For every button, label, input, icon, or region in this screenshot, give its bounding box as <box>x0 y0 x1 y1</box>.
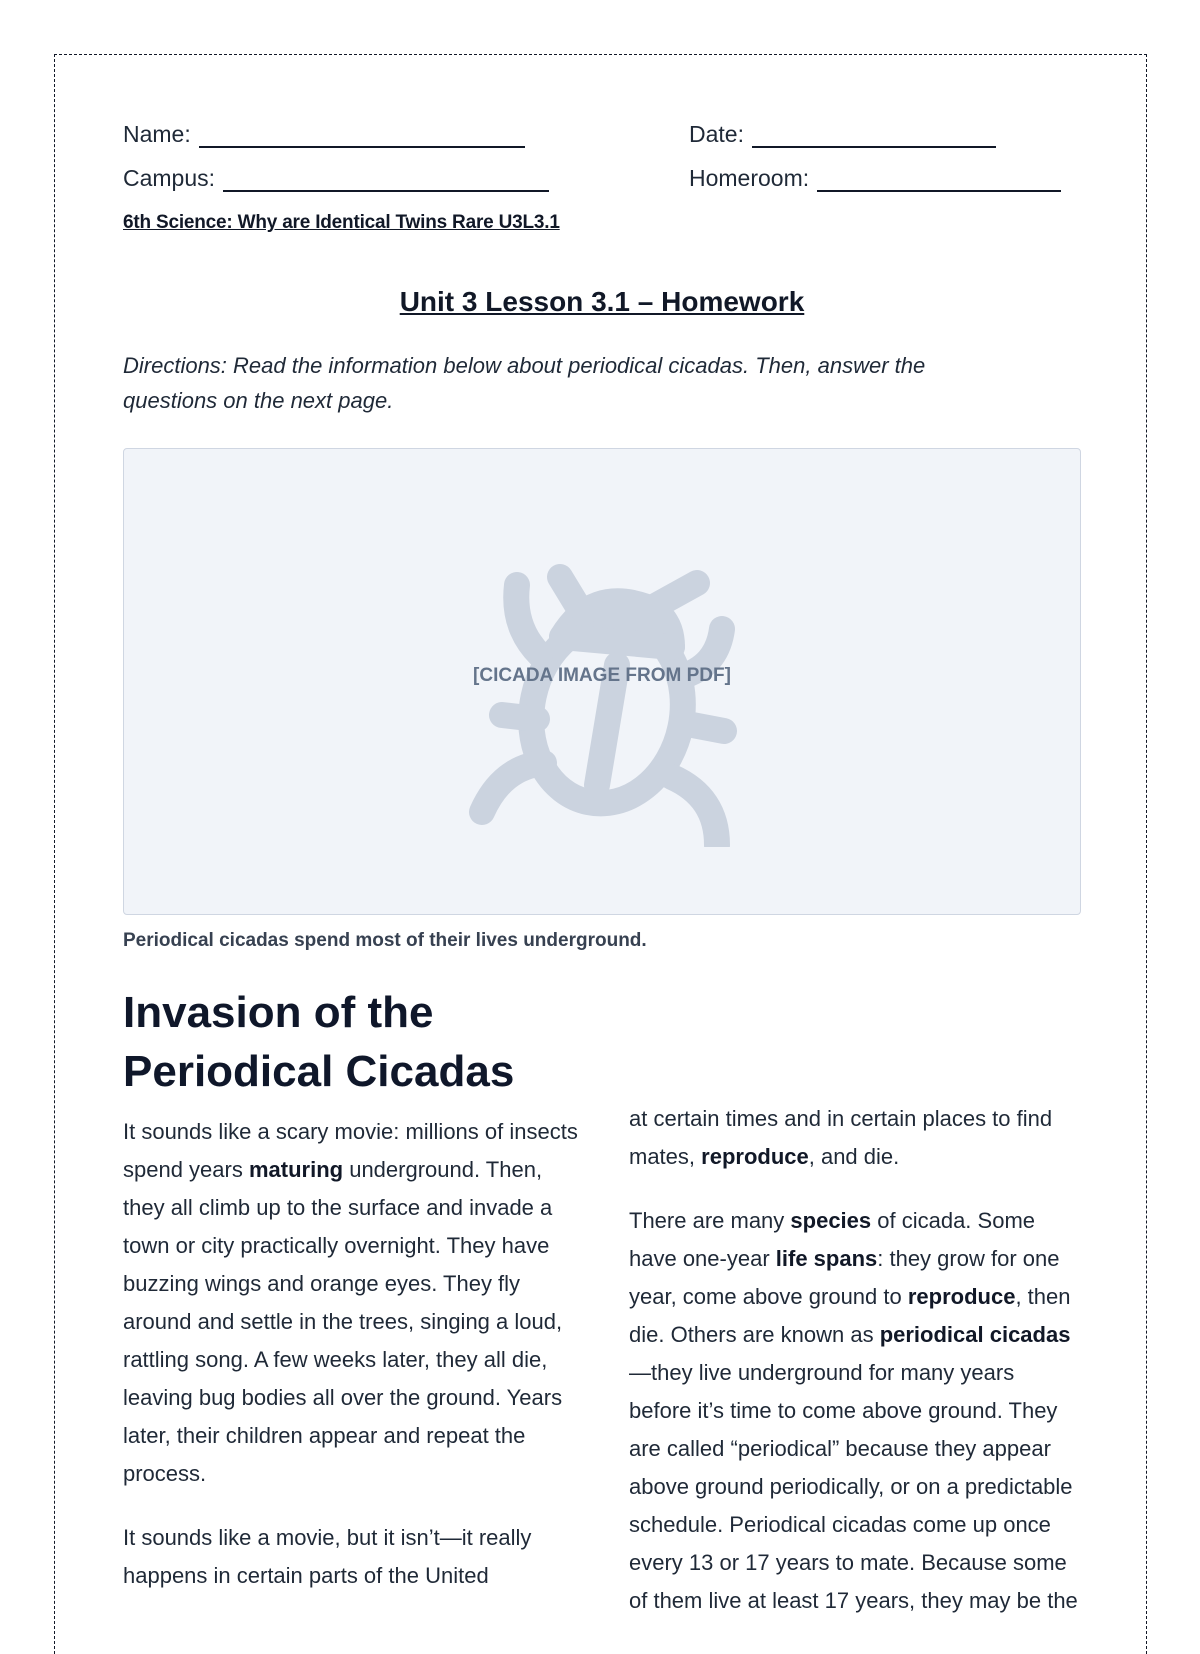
name-label: Name: <box>123 121 191 147</box>
date-line[interactable] <box>752 122 996 148</box>
directions: Directions: Read the information below about periodical cicadas. Then, answer the questions on the next page. <box>123 353 926 413</box>
paragraph-4: There are many species of cicada. Some have one-year life spans: they grow for one year, come above ground to reproduce, then die. Others are known as periodical cicadas—they live underground for many years before it’s time to come above ground. They are called “periodical” because they appear above ground periodically, or on a predictable schedule. Periodical cicadas come up once every 13 or 17 years to mate. Because some of them live at least 17 years, they may be the <box>629 1208 1078 1613</box>
article-title-line2: Periodical Cicadas <box>123 1047 515 1096</box>
lesson-title: Unit 3 Lesson 3.1 – Homework <box>399 286 805 317</box>
campus-field[interactable] <box>123 165 549 192</box>
date-field[interactable] <box>689 121 996 148</box>
paragraph-3: at certain times and in certain places to find mates, reproduce, and die. <box>629 1106 1053 1169</box>
bug-icon <box>432 527 772 847</box>
name-line[interactable] <box>199 122 525 148</box>
paragraph-2: It sounds like a movie, but it isn’t—it really happens in certain parts of the United <box>123 1525 532 1588</box>
worksheet-page <box>54 54 1147 1654</box>
article-title <box>123 983 583 1101</box>
homeroom-line[interactable] <box>817 166 1061 192</box>
course-line: 6th Science: Why are Identical Twins Rare U3L3.1 <box>123 212 560 233</box>
cicada-figure <box>123 448 1081 915</box>
paragraph-1: It sounds like a scary movie: millions of insects spend years maturing underground. Then, they all climb up to the surface and invade a town or city practically overnight. They have buzzing wings and orange eyes. They fly around and settle in the trees, singing a loud, rattling song. A few weeks later, they all die, leaving bug bodies all over the ground. Years later, their children appear and repeat the process. <box>123 1119 578 1486</box>
homeroom-label: Homeroom: <box>689 165 810 191</box>
figure-caption: Periodical cicadas spend most of their lives underground. <box>123 930 647 951</box>
campus-line[interactable] <box>223 166 549 192</box>
article-column-left <box>123 1113 581 1621</box>
figure-placeholder-label: [CICADA IMAGE FROM PDF] <box>473 665 731 686</box>
article-title-line1: Invasion of the <box>123 988 434 1037</box>
date-label: Date: <box>689 121 744 147</box>
name-field[interactable] <box>123 121 525 148</box>
campus-label: Campus: <box>123 165 216 191</box>
article-column-right <box>629 1100 1079 1646</box>
homeroom-field[interactable] <box>689 165 1061 192</box>
